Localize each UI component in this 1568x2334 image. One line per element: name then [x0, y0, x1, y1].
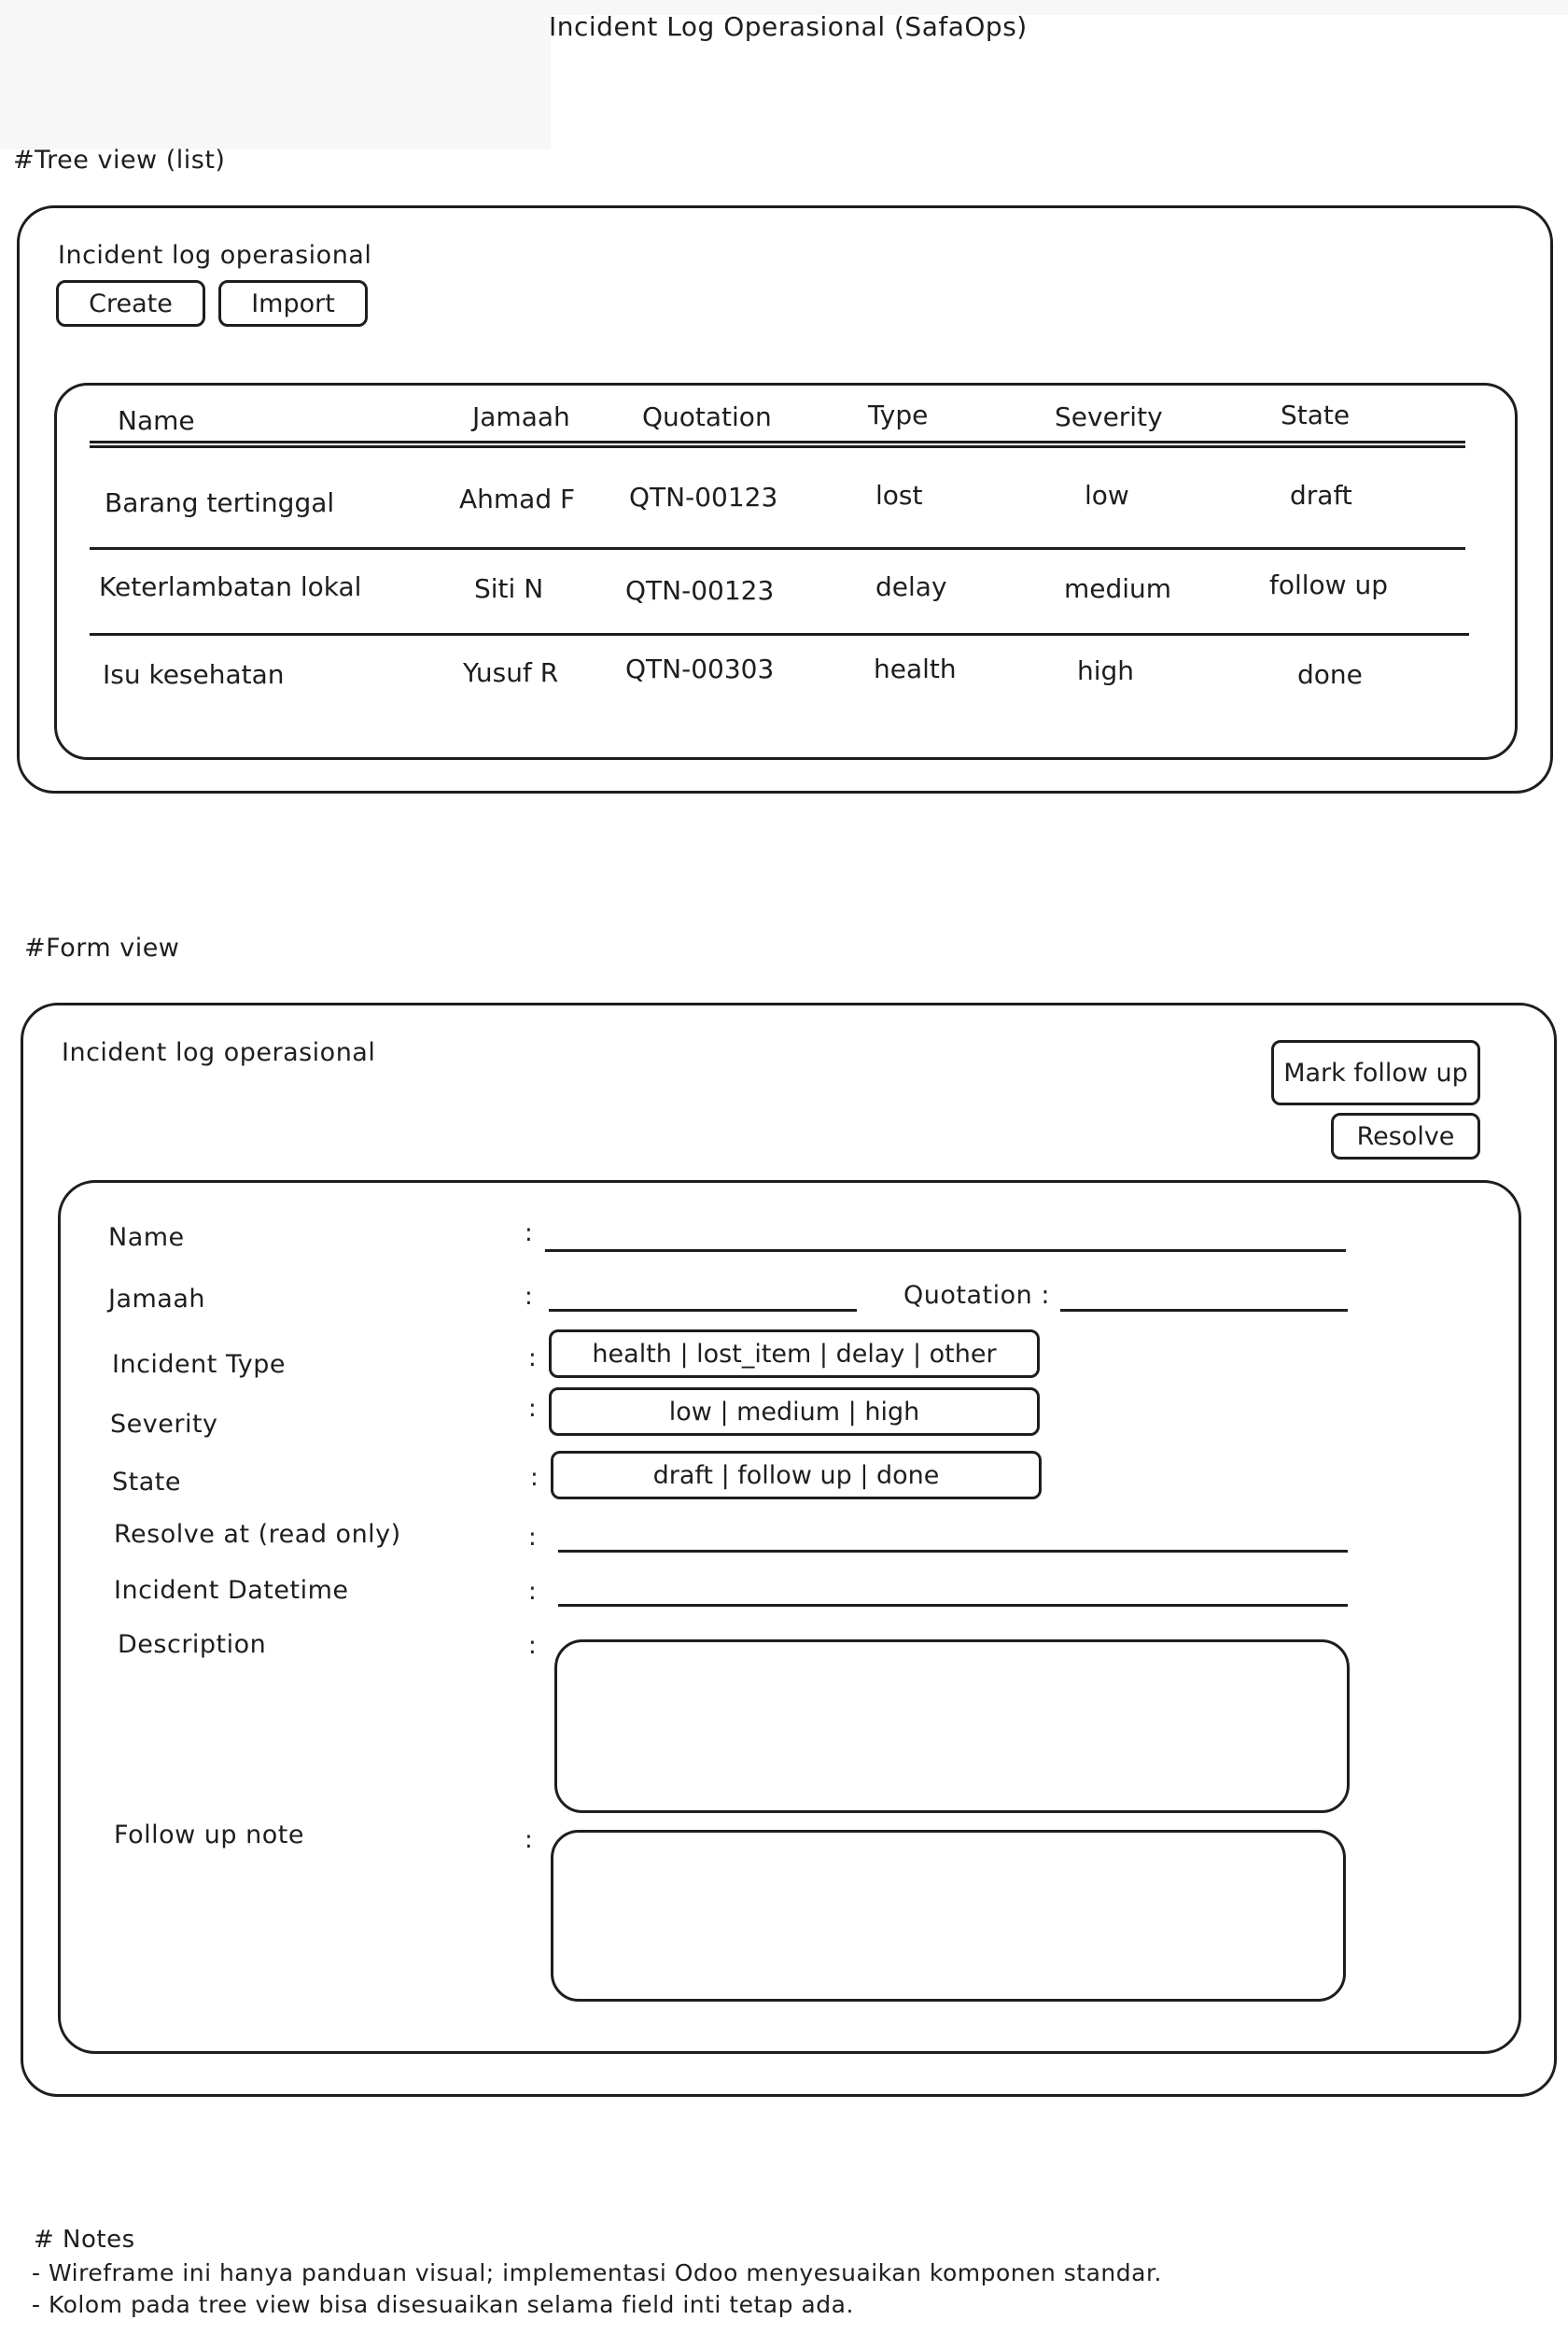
cell-type: lost: [875, 480, 923, 511]
mark-follow-up-button[interactable]: Mark follow up: [1271, 1040, 1480, 1105]
field-colon: :: [525, 1283, 533, 1311]
column-header-type[interactable]: Type: [868, 400, 929, 430]
column-header-name[interactable]: Name: [118, 405, 195, 436]
cell-state: draft: [1290, 480, 1352, 511]
cell-severity: high: [1077, 655, 1135, 686]
field-colon: :: [525, 1219, 533, 1247]
notes-line: - Wireframe ini hanya panduan visual; implementasi Odoo menyesuaikan komponen standar.: [32, 2259, 1162, 2286]
state-select[interactable]: draft | follow up | done: [551, 1451, 1042, 1499]
background-shade: [0, 0, 551, 149]
field-label-incident-type: Incident Type: [112, 1350, 286, 1379]
field-colon: :: [530, 1464, 539, 1492]
cell-name: Barang tertinggal: [105, 487, 335, 518]
tree-panel-title: Incident log operasional: [58, 241, 372, 270]
field-label-jamaah: Jamaah: [108, 1285, 206, 1314]
form-view-heading: #Form view: [24, 934, 180, 963]
page-title: Incident Log Operasional (SafaOps): [549, 11, 1028, 42]
field-label-severity: Severity: [110, 1410, 218, 1439]
incident-type-select[interactable]: health | lost_item | delay | other: [549, 1329, 1040, 1378]
severity-select[interactable]: low | medium | high: [549, 1387, 1040, 1436]
import-button[interactable]: Import: [218, 280, 368, 327]
field-colon: :: [528, 1395, 537, 1423]
field-colon: :: [528, 1578, 537, 1606]
cell-quotation: QTN-00123: [625, 575, 775, 606]
incident-datetime-input[interactable]: [558, 1604, 1348, 1607]
cell-severity: low: [1085, 480, 1129, 511]
column-header-state[interactable]: State: [1281, 400, 1351, 430]
row-divider: [90, 633, 1469, 636]
cell-name: Isu kesehatan: [103, 659, 285, 690]
cell-quotation: QTN-00123: [629, 482, 778, 513]
resolve-button[interactable]: Resolve: [1331, 1113, 1480, 1160]
field-label-name: Name: [108, 1223, 185, 1252]
field-label-state: State: [112, 1468, 181, 1497]
row-divider: [90, 547, 1465, 550]
follow-up-note-textarea[interactable]: [551, 1830, 1346, 2002]
field-colon: :: [528, 1524, 537, 1552]
field-colon: :: [525, 1826, 533, 1854]
column-header-severity[interactable]: Severity: [1055, 401, 1163, 432]
create-button[interactable]: Create: [56, 280, 205, 327]
cell-jamaah: Ahmad F: [459, 484, 576, 514]
cell-quotation: QTN-00303: [625, 654, 775, 684]
field-colon: :: [528, 1632, 537, 1660]
field-colon: :: [528, 1344, 537, 1372]
field-label-resolve-at: Resolve at (read only): [114, 1520, 401, 1549]
form-panel-title: Incident log operasional: [62, 1038, 376, 1067]
header-divider: [90, 441, 1465, 448]
cell-jamaah: Siti N: [474, 573, 544, 604]
table-row[interactable]: [90, 467, 1465, 543]
column-header-jamaah[interactable]: Jamaah: [472, 401, 570, 432]
name-input[interactable]: [545, 1249, 1346, 1252]
cell-state: done: [1297, 659, 1363, 690]
jamaah-input[interactable]: [549, 1309, 857, 1312]
field-label-follow-up-note: Follow up note: [114, 1821, 304, 1849]
tree-view-heading: #Tree view (list): [13, 146, 226, 175]
field-label-incident-datetime: Incident Datetime: [114, 1576, 349, 1605]
notes-heading: # Notes: [34, 2226, 135, 2254]
cell-severity: medium: [1064, 573, 1172, 604]
cell-name: Keterlambatan lokal: [99, 571, 362, 602]
quotation-input[interactable]: [1060, 1309, 1348, 1312]
notes-line: - Kolom pada tree view bisa disesuaikan selama field inti tetap ada.: [32, 2291, 854, 2318]
description-textarea[interactable]: [554, 1639, 1350, 1813]
table-row[interactable]: [90, 642, 1465, 717]
cell-jamaah: Yusuf R: [463, 657, 559, 688]
cell-type: health: [874, 654, 957, 684]
resolve-at-readonly-field: [558, 1550, 1348, 1553]
column-header-quotation[interactable]: Quotation: [642, 401, 772, 432]
table-row[interactable]: [90, 556, 1465, 629]
field-label-quotation: Quotation :: [903, 1281, 1050, 1310]
cell-state: follow up: [1269, 569, 1388, 600]
field-label-description: Description: [118, 1630, 267, 1659]
cell-type: delay: [875, 571, 947, 602]
